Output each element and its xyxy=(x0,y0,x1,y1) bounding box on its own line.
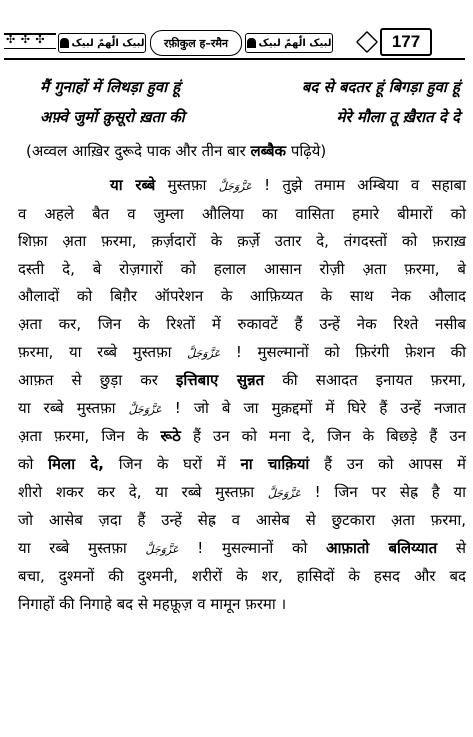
prayer-line xyxy=(18,367,466,395)
prayer-text: की सआदत इनायत फ़रमा, xyxy=(264,371,466,390)
prayer-line xyxy=(18,507,466,535)
prayer-text: व अहले बैत व जुम्ला औलिया का वासिता हमारे बीमारों को xyxy=(18,204,466,223)
prayer-text: बचा, दुश्मनों की दुश्मनी, शरीरों के शर, हासिदों के हसद और बद xyxy=(18,567,466,586)
page-number: 177 xyxy=(380,28,432,56)
prayer-line xyxy=(18,591,466,619)
couplet-line-2 xyxy=(40,102,460,132)
prayer-text: शिफ़ा अ़ता फ़रमा, क़र्ज़दारों के क़र्ज़े उतार दे, तंगदस्तों को फ़राख़ xyxy=(18,232,466,251)
prayer-bold-text: मिला दे, xyxy=(48,454,104,473)
header-label-left xyxy=(58,33,146,53)
prayer-bold-text: रूठे xyxy=(160,427,181,446)
mosque-icon xyxy=(60,38,69,48)
diamond-ornament-icon xyxy=(356,31,378,53)
prayer-text: दस्ती दे, बे रोज़गारों को हलाल आसान रोज़ी अ़ता फ़रमा, बे xyxy=(18,259,466,278)
prayer-text: ! जो बे जा मुक़द्दमों में घिरे हैं उन्हें नजात xyxy=(161,398,466,417)
prayer-line xyxy=(18,283,466,311)
prayer-text: ! जिन पर सेह्र है या xyxy=(300,482,466,501)
arabic-honorific: عَزَّوَجَلَّ xyxy=(145,542,179,556)
prayer-line xyxy=(18,563,466,591)
prayer-bold-text: ना चाक़ियां xyxy=(240,454,310,473)
instruction-text-end: पढ़िये) xyxy=(286,142,327,160)
prayer-line xyxy=(18,479,466,508)
prayer-text: अ़ता कर, जिन के रिश्तों में रुकावटें हैं उन्हें नेक रिश्ते नसीब xyxy=(18,314,466,333)
header-label-right xyxy=(245,33,333,53)
prayer-line xyxy=(18,423,466,451)
prayer-line xyxy=(18,228,466,256)
prayer-text: से xyxy=(437,538,466,557)
couplet-line-2-right: अफ़्वे जुर्मो क़ुसूरो ख़ता की xyxy=(40,108,185,126)
prayer-text: को xyxy=(18,454,49,473)
prayer-body xyxy=(18,172,466,619)
prayer-text: ! तुझे तमाम अम्बिया व सहाबा xyxy=(251,176,467,194)
couplet-line-2-left: मेरे मौला तू ख़ैरात दे दे xyxy=(336,108,460,126)
arabic-honorific: عَزَّوَجَلَّ xyxy=(187,346,221,360)
book-title: रफ़ीकुल ह–रमैन xyxy=(150,30,242,56)
page-header xyxy=(0,0,473,62)
header-ornament xyxy=(4,33,56,49)
prayer-line xyxy=(18,256,466,284)
prayer-bold-text: या रब्बे xyxy=(110,176,156,194)
prayer-text: ! मुसल्मानों को फ़िरंगी फ़ेशन की xyxy=(220,342,466,361)
prayer-line xyxy=(18,451,466,479)
mosque-icon xyxy=(247,38,256,48)
prayer-text: जिन के घरों में xyxy=(103,454,241,473)
prayer-line xyxy=(18,201,466,229)
arabic-honorific: عَزَّوَجَلَّ xyxy=(128,402,162,416)
header-divider xyxy=(4,58,465,60)
prayer-bold-text: इत्तिबाए सुन्नत xyxy=(175,371,265,390)
prayer-line xyxy=(18,535,466,564)
prayer-text: या रब्बे मुस्तफ़ा xyxy=(18,538,146,557)
instruction-bold: लब्बैक xyxy=(250,142,287,160)
instruction-text: (अव्वल आख़िर दुरूदे पाक और तीन बार xyxy=(26,142,251,160)
prayer-text: फ़रमा, या रब्बे मुस्तफ़ा xyxy=(18,342,188,361)
prayer-text: निगाहों की निगाहे बद से महफ़ूज़ व मामून फ़रमा । xyxy=(18,594,287,613)
prayer-line xyxy=(18,395,466,424)
prayer-text: अ़ता फ़रमा, जिन के xyxy=(18,427,161,446)
couplet xyxy=(40,72,460,132)
prayer-text: शीरो शकर कर दे, या रब्बे मुस्तफ़ा xyxy=(18,482,268,501)
couplet-line-1 xyxy=(40,72,460,102)
couplet-line-1-left: बद से बदतर हूं बिगड़ा हुवा हूं xyxy=(301,78,460,96)
prayer-text: हैं उन को मना दे, जिन के बिछड़े हैं उन xyxy=(180,427,466,446)
prayer-line xyxy=(18,339,466,368)
prayer-text: या रब्बे मुस्तफ़ा xyxy=(18,398,129,417)
prayer-text: ! मुसल्मानों को xyxy=(178,538,327,557)
prayer-text: हैं उन को आपस में xyxy=(309,454,466,473)
prayer-text: औलादों को बिग़ैर ऑपरेशन के आफ़िय्यत के साथ नेक औलाद xyxy=(18,287,466,306)
prayer-line xyxy=(18,311,466,339)
prayer-text: आफ़त से छुड़ा कर xyxy=(18,371,176,390)
prayer-text: मुस्तफ़ा xyxy=(155,176,219,194)
prayer-text: जो आसेब ज़दा हैं उन्हें सेह्र व आसेब से छुटकारा अ़ता फ़रमा, xyxy=(18,511,466,530)
prayer-bold-text: आफ़ातो बलिय्यात xyxy=(326,538,438,557)
header-label-left-text: لبیک الّٰھمّ لبیک xyxy=(71,37,145,49)
recitation-instruction xyxy=(26,139,466,163)
arabic-honorific: عَزَّوَجَلَّ xyxy=(267,486,301,500)
prayer-line xyxy=(18,172,466,201)
header-label-right-text: لبیک الّٰھمّ لبیک xyxy=(258,37,332,49)
couplet-line-1-right: मैं गुनाहों में लिथड़ा हुवा हूं xyxy=(40,78,181,96)
arabic-honorific: عَزَّوَجَلَّ xyxy=(218,180,252,193)
